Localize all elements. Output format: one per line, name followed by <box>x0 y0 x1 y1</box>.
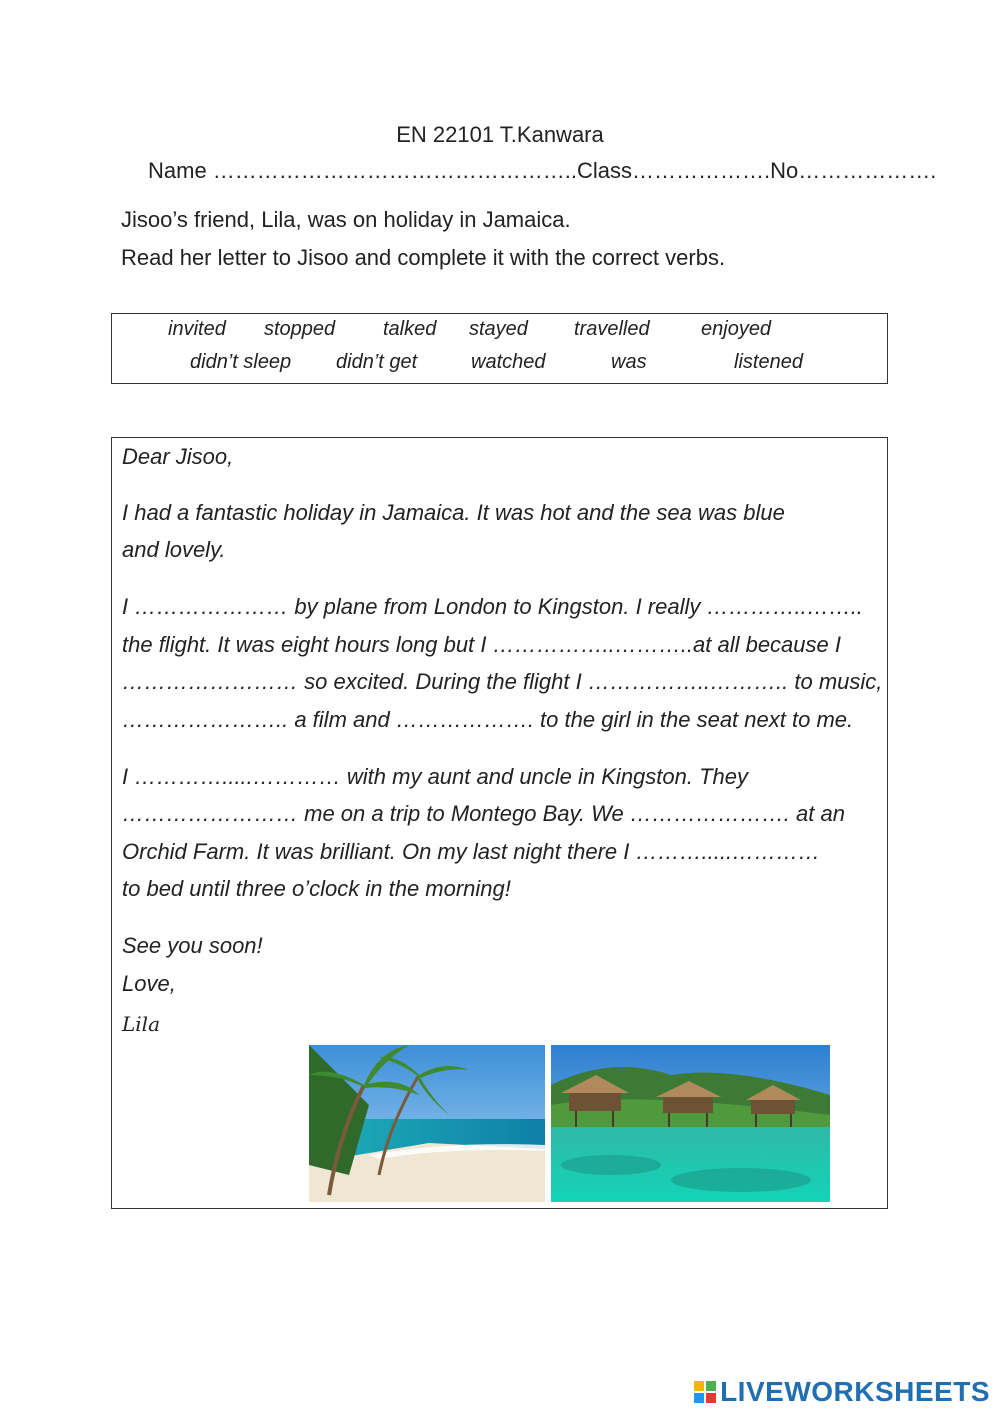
letter-line: I ………….....………… with my aunt and uncle in Kingston. They <box>122 764 749 789</box>
liveworksheets-logo <box>694 1376 990 1408</box>
worksheet-code: EN 22101 T.Kanwara <box>396 122 604 147</box>
letter-line: …………………… so excited. During the flight I ……………..……….. to music, <box>122 669 883 694</box>
liveworksheets-icon <box>694 1379 718 1405</box>
word-bank <box>111 313 888 384</box>
word-bank-item: didn’t get <box>336 351 418 373</box>
letter-signature: Lila <box>122 1012 160 1036</box>
letter-greeting: Dear Jisoo, <box>122 444 234 469</box>
letter-box <box>111 437 888 1209</box>
word-bank-item: talked <box>383 318 437 340</box>
letter-line: ………………….. a film and ………………. to the girl in the seat next to me. <box>122 707 854 732</box>
letter-line: I had a fantastic holiday in Jamaica. It was hot and the sea was blue <box>122 500 785 525</box>
word-bank-item: invited <box>168 318 226 340</box>
resort-image <box>551 1045 830 1202</box>
letter-line: Orchid Farm. It was brilliant. On my last night there I ……….....………… <box>122 839 821 864</box>
word-bank-item: stayed <box>469 318 528 340</box>
letter-closing: Love, <box>122 971 176 996</box>
word-bank-item: was <box>611 351 647 373</box>
letter-line: I ………………… by plane from London to Kingston. I really …………..…….. <box>122 594 863 619</box>
intro-line-1: Jisoo’s friend, Lila, was on holiday in Jamaica. <box>121 207 571 232</box>
word-bank-item: listened <box>734 351 803 373</box>
letter-line: and lovely. <box>122 537 226 562</box>
liveworksheets-wordmark: LIVEWORKSHEETS <box>720 1376 990 1407</box>
letter-line: …………………… me on a trip to Montego Bay. We …………………. at an <box>122 801 845 826</box>
word-bank-item: didn’t sleep <box>190 351 292 373</box>
letter-line: the flight. It was eight hours long but I ……………..………..at all because I <box>122 632 841 657</box>
word-bank-item: stopped <box>264 318 336 340</box>
word-bank-item: enjoyed <box>701 318 772 340</box>
word-bank-item: travelled <box>574 318 650 340</box>
letter-line: to bed until three o’clock in the morning! <box>122 876 511 901</box>
intro-line-2: Read her letter to Jisoo and complete it with the correct verbs. <box>121 245 726 270</box>
letter-closing: See you soon! <box>122 933 263 958</box>
beach-image <box>309 1045 545 1202</box>
name-class-number-line: Name …………………………………………..Class……………….No………………. <box>148 158 937 183</box>
word-bank-item: watched <box>471 351 546 373</box>
